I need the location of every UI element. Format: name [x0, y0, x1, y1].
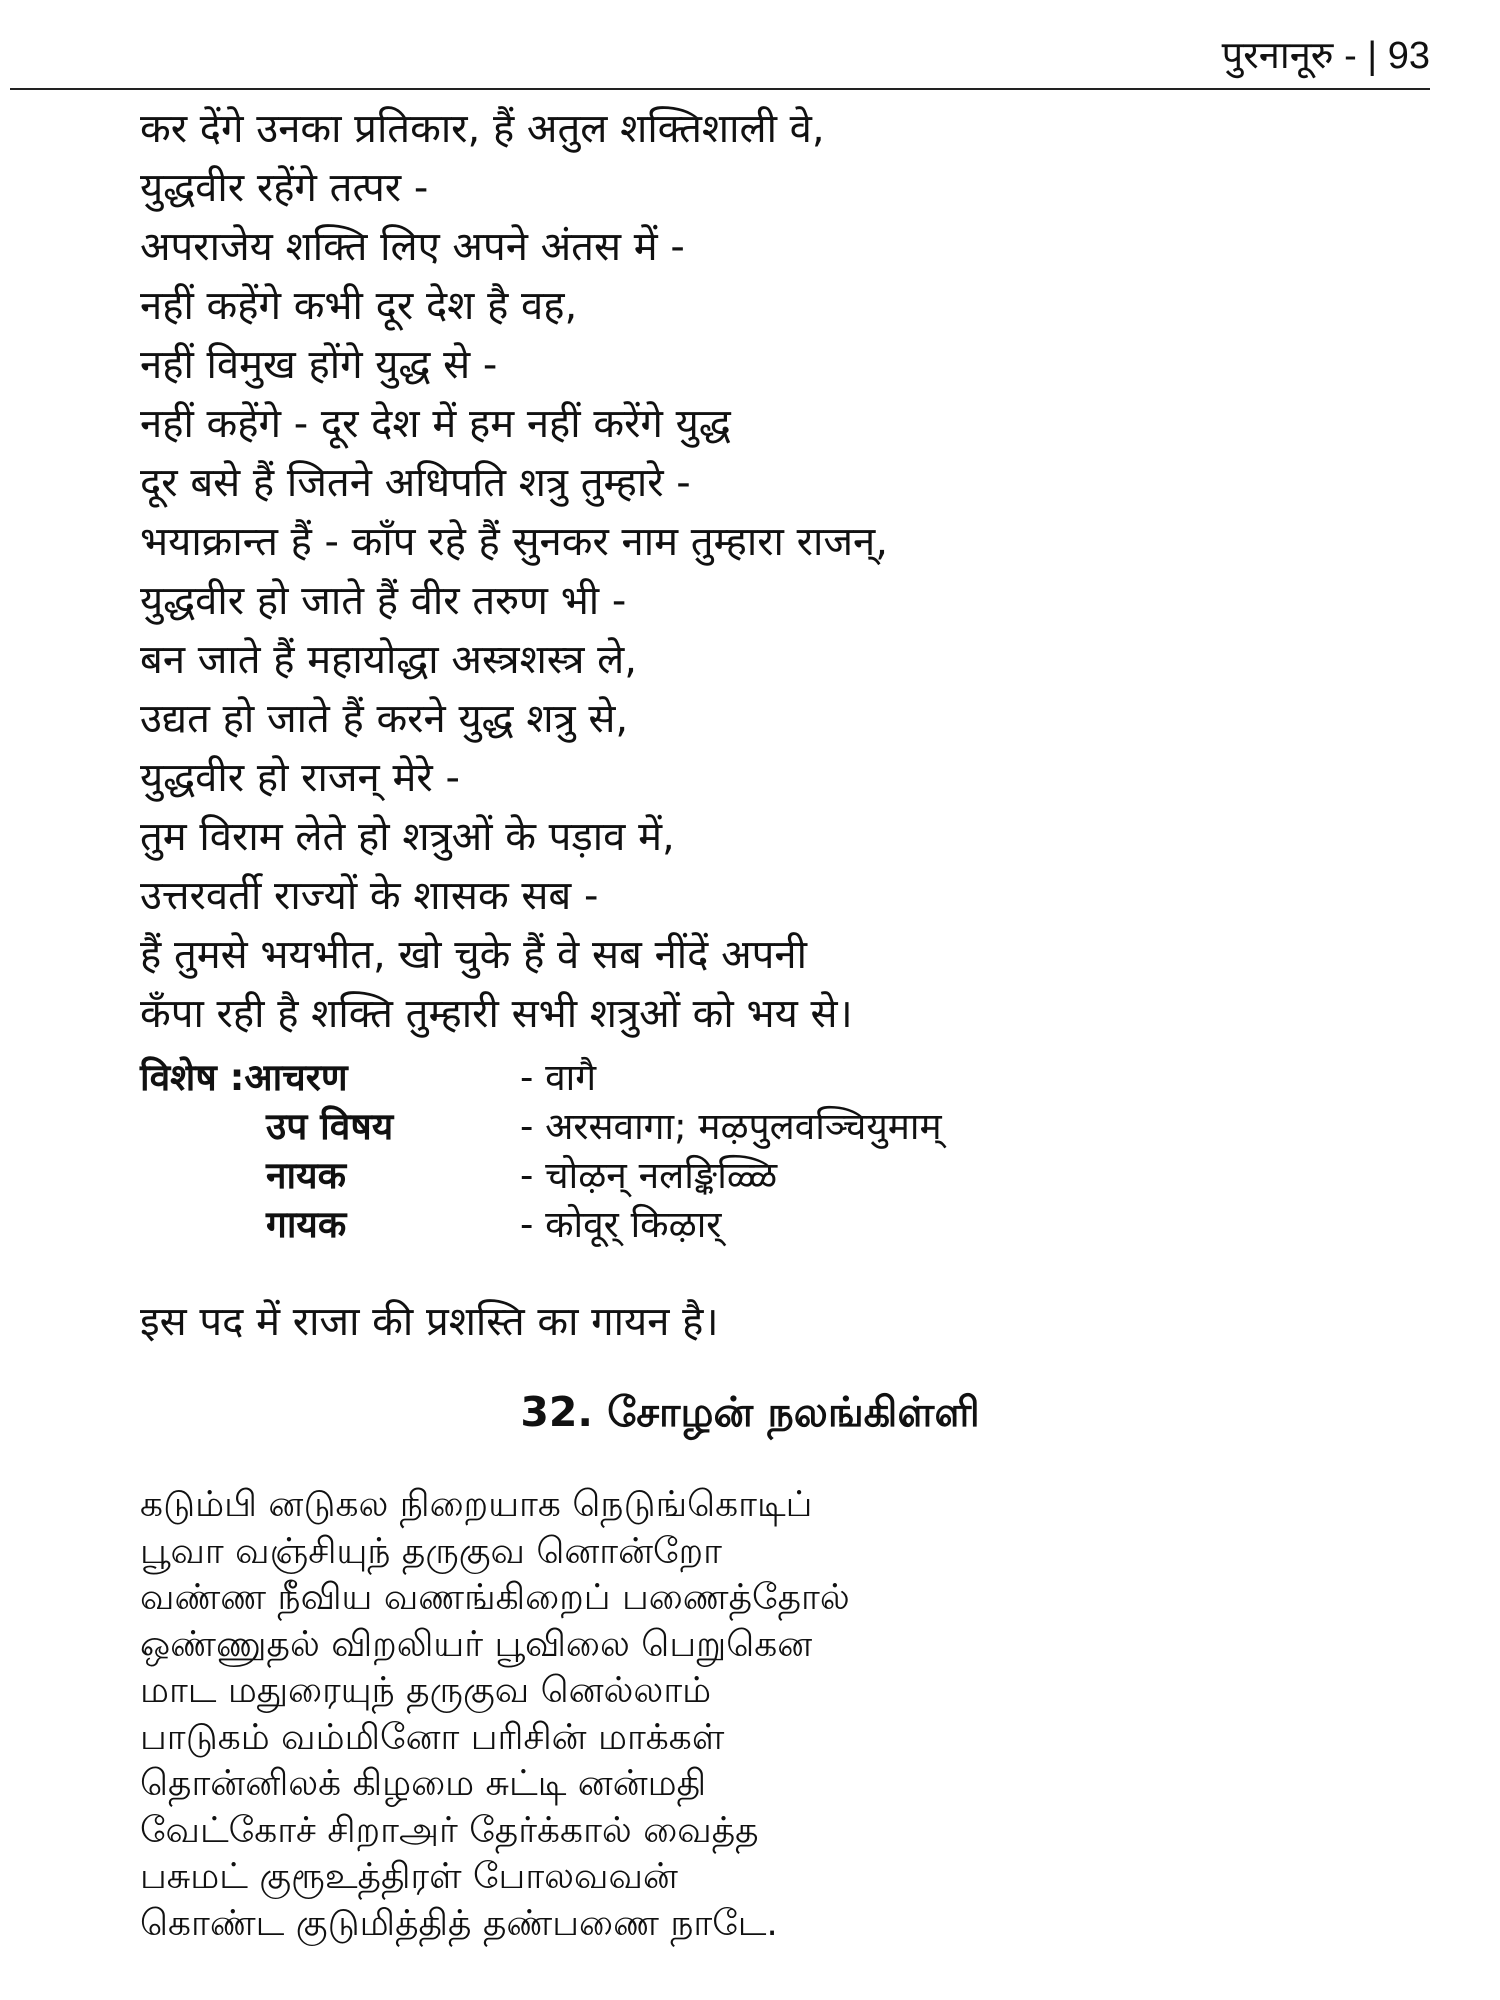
verse-line: तुम विराम लेते हो शत्रुओं के पड़ाव में,: [140, 814, 675, 860]
verse-line: नहीं कहेंगे कभी दूर देश है वह,: [140, 283, 578, 329]
verse-line: பாடுகம் வம்மினோ பரிசின் மாக்கள்: [140, 1716, 725, 1758]
verse-line: युद्धवीर रहेंगे तत्पर -: [140, 165, 429, 211]
meta-label: नायक: [266, 1154, 346, 1197]
verse-line: மாட மதுரையுந் தருகுவ னெல்லாம்: [140, 1670, 712, 1711]
verse-line: हैं तुमसे भयभीत, खो चुके हैं वे सब नींदें अपनी: [140, 932, 807, 978]
tamil-verse: [140, 1482, 1340, 1947]
verse-line: उत्तरवर्ती राज्यों के शासक सब -: [140, 873, 599, 919]
verse-line: दूर बसे हैं जितने अधिपति शत्रु तुम्हारे -: [140, 460, 691, 506]
verse-line: नहीं कहेंगे - दूर देश में हम नहीं करेंगे युद्ध: [140, 401, 731, 447]
meta-row-subtopic: [140, 1102, 1340, 1151]
hindi-verse: [140, 100, 1340, 1044]
header-rule: [10, 88, 1430, 90]
verse-line: उद्यत हो जाते हैं करने युद्ध शत्रु से,: [140, 696, 629, 742]
verse-line: कँपा रही है शक्ति तुम्हारी सभी शत्रुओं को भय से।: [140, 991, 853, 1037]
verse-line: வண்ண நீவிய வணங்கிறைப் பணைத்தோல்: [140, 1577, 850, 1618]
verse-line: भयाक्रान्त हैं - काँप रहे हैं सुनकर नाम तुम्हारा राजन्,: [140, 519, 888, 565]
verse-line: வேட்கோச் சிறாஅர் தேர்க்கால் வைத்த: [140, 1809, 759, 1851]
verse-line: अपराजेय शक्ति लिए अपने अंतस में -: [140, 224, 685, 270]
meta-row-hero: [140, 1151, 1340, 1200]
verse-line: ஒண்ணுதல் விறலியர் பூவிலை பெறுகென: [140, 1623, 813, 1665]
verse-line: युद्धवीर हो जाते हैं वीर तरुण भी -: [140, 578, 627, 624]
verse-line: பூவா வஞ்சியுந் தருகுவ னொன்றோ: [140, 1530, 722, 1572]
meta-row-conduct: [140, 1053, 1340, 1102]
meta-label: उप विषय: [266, 1105, 394, 1148]
meta-value: - वागै: [520, 1056, 597, 1099]
summary-note: इस पद में राजा की प्रशस्ति का गायन है।: [140, 1299, 719, 1345]
meta-value: - कोवूर् किऴार्: [520, 1203, 722, 1246]
meta-label: विशेष :आचरण: [140, 1056, 348, 1099]
meta-value: - चोऴन् नलङ्किळ्ळि: [520, 1154, 778, 1197]
verse-line: கடும்பி னடுகல நிறையாக நெடுங்கொடிப்: [140, 1484, 813, 1525]
verse-line: தொன்னிலக் கிழமை சுட்டி னன்மதி: [140, 1763, 707, 1804]
poem-metadata: [140, 1053, 1340, 1249]
verse-line: नहीं विमुख होंगे युद्ध से -: [140, 342, 498, 388]
verse-line: बन जाते हैं महायोद्धा अस्त्रशस्त्र ले,: [140, 637, 637, 683]
poem-title: 32. சோழன் நலங்கிள்ளி: [520, 1388, 980, 1436]
verse-line: பசுமட் குரூஉத்திரள் போலவவன்: [140, 1856, 678, 1897]
running-header: पुरनानूरु - | 93: [1221, 35, 1430, 77]
verse-line: கொண்ட குடுமித்தித் தண்பணை நாடே.: [140, 1902, 778, 1944]
meta-row-poet: [140, 1200, 1340, 1249]
meta-label: गायक: [266, 1203, 347, 1246]
verse-line: कर देंगे उनका प्रतिकार, हैं अतुल शक्तिशाली वे,: [140, 106, 825, 152]
meta-value: - अरसवागा; मऴपुलवञ्चियुमाम्: [520, 1105, 942, 1148]
verse-line: युद्धवीर हो राजन् मेरे -: [140, 755, 460, 801]
